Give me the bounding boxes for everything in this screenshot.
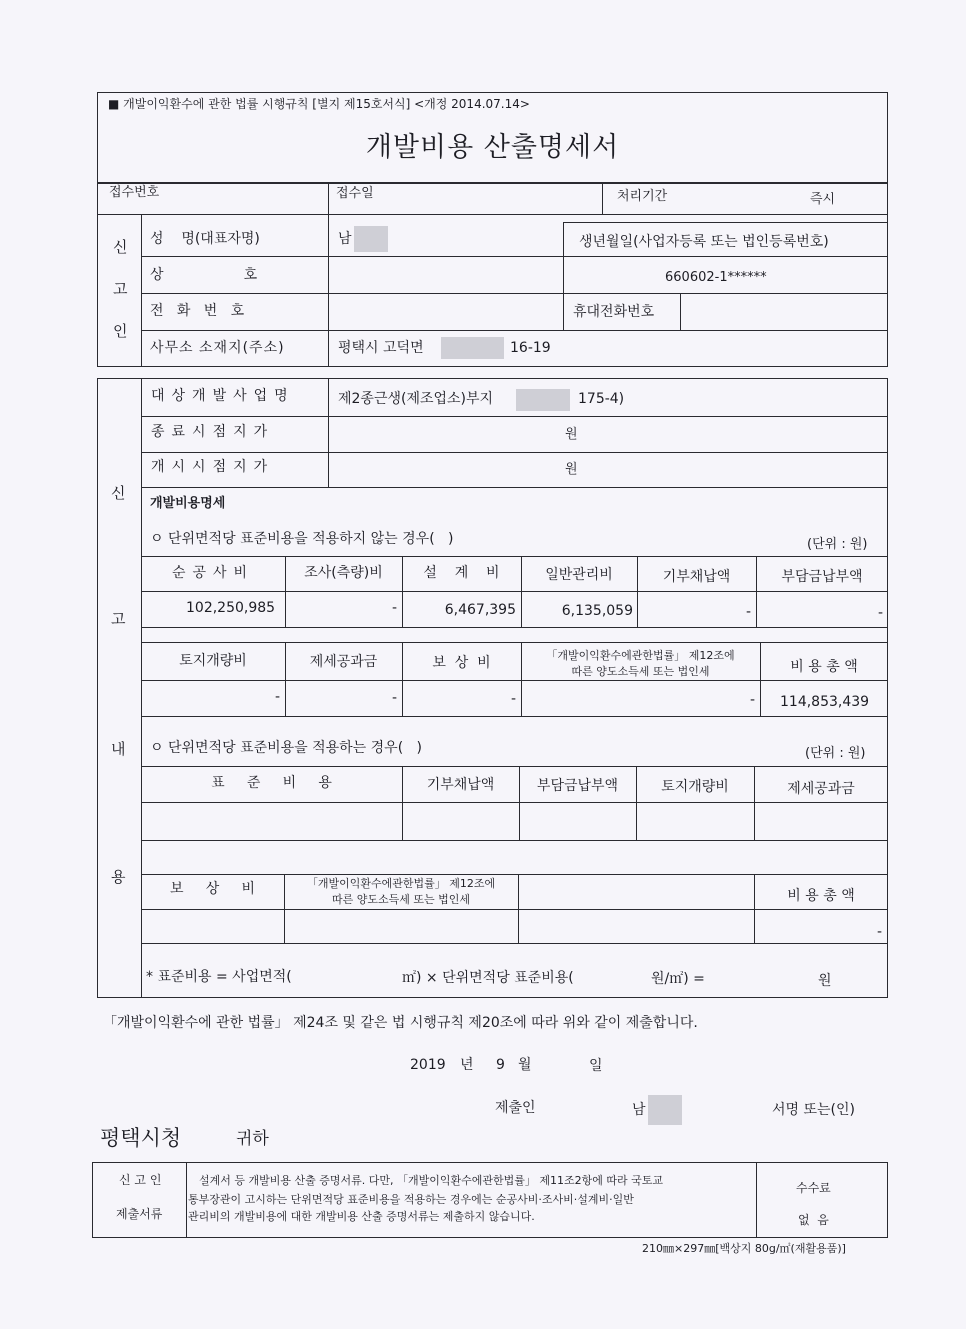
project-redaction — [516, 389, 570, 411]
t3-header-standard: 표 준 비 용 — [211, 775, 332, 791]
receipt-date-label: 접수일 — [336, 186, 374, 201]
recipient-suffix: 귀하 — [236, 1129, 269, 1149]
address-city: 평택시 고덕면 — [338, 340, 424, 356]
recipient-name: 평택시청 — [100, 1126, 182, 1150]
submission-statement: 「개발이익환수에 관한 법률」 제24조 및 같은 법 시행규칙 제20조에 따라 위와 같이 제출합니다. — [103, 1015, 698, 1031]
receipt-row — [97, 182, 888, 215]
t4-header-total: 비 용 총 액 — [787, 888, 855, 904]
t2-value-tax: - — [391, 690, 397, 706]
declarant-section-label-3: 인 — [113, 322, 128, 340]
t4-header-transfer-tax-2: 따른 양도소득세 또는 법인세 — [331, 893, 470, 906]
t2-value-total: 114,853,439 — [780, 694, 870, 710]
page-title: 개발비용 산출명세서 — [365, 132, 620, 163]
form-reference: ■ 개발이익환수에 관한 법률 시행규칙 [별지 제15호서식] <개정 2014.07.14> — [108, 97, 530, 111]
t2-header-compensation: 보 상 비 — [432, 655, 491, 671]
formula-part-c: 원/㎡) = — [651, 971, 705, 987]
address-label: 사무소 소재지(주소) — [150, 340, 285, 356]
cost-detail-title: 개발비용명세 — [150, 496, 226, 511]
t2-header-tax: 제세공과금 — [309, 654, 378, 670]
report-section-label-4: 용 — [111, 868, 126, 886]
report-section-label-1: 신 — [111, 484, 126, 502]
t2-header-transfer-tax-1: 「개발이익환수에관한법률」 제12조에 — [546, 649, 735, 662]
t1-value-admin: 6,135,059 — [561, 603, 633, 619]
t1-value-levy: - — [877, 605, 883, 621]
docs-label-2: 제출서류 — [116, 1207, 163, 1221]
t2-value-compensation: - — [510, 691, 516, 707]
t1-header-construction: 순공사비 — [171, 565, 255, 581]
project-name-value: 제2종근생(제조업소)부지 — [338, 391, 494, 407]
report-section-label-3: 내 — [111, 740, 126, 758]
end-price-label: 종료시점지가 — [151, 424, 275, 440]
birth-label: 생년월일(사업자등록 또는 법인등록번호) — [579, 234, 829, 250]
end-price-unit: 원 — [565, 427, 578, 442]
company-label: 상 호 — [150, 267, 258, 283]
fee-value: 없 음 — [798, 1213, 829, 1227]
t1-header-survey: 조사(측량)비 — [304, 565, 383, 581]
address-number: 16-19 — [510, 340, 551, 356]
formula-part-a: * 표준비용 = 사업면적( — [146, 969, 292, 985]
docs-text-1: 설계서 등 개발비용 산출 증명서류. 다만, 「개발이익환수에관한법률」 제11조2항에 따라 국토교 — [199, 1174, 663, 1187]
start-price-label: 개시시점지가 — [151, 459, 275, 475]
t1-value-construction: 102,250,985 — [186, 600, 276, 616]
docs-text-2: 통부장관이 고시하는 단위면적당 표준비용을 적용하는 경우에는 순공사비·조사비·설계비·일반 — [188, 1193, 634, 1206]
name-redaction — [354, 226, 388, 252]
project-number: 175-4) — [578, 391, 625, 407]
name-value: 남 — [338, 231, 352, 247]
project-name-label: 대상개발사업명 — [151, 388, 295, 404]
submission-day-unit: 일 — [589, 1058, 603, 1074]
submitter-name: 남 — [632, 1102, 646, 1118]
formula-part-d: 원 — [818, 973, 832, 989]
submitter-label: 제출인 — [495, 1100, 536, 1116]
unit-note-1: (단위 : 원) — [807, 537, 868, 552]
formula-part-b: ㎡) × 단위면적당 표준비용( — [402, 970, 574, 986]
docs-label-1: 신 고 인 — [119, 1173, 162, 1187]
t1-value-donation: - — [745, 604, 751, 620]
t1-header-design: 설 계 비 — [423, 565, 500, 581]
processing-period-value: 즉시 — [810, 192, 836, 207]
t2-value-transfer-tax: - — [749, 692, 755, 708]
t2-value-land: - — [274, 689, 280, 705]
t3-header-land: 토지개량비 — [661, 779, 729, 795]
submission-month: 9 — [496, 1057, 505, 1073]
t2-header-transfer-tax-2: 따른 양도소득세 또는 법인세 — [571, 665, 710, 678]
t3-header-levy: 부담금납부액 — [536, 778, 619, 794]
t1-value-survey: - — [391, 600, 397, 616]
t4-value-total: - — [876, 924, 882, 940]
t4-header-compensation: 보 상 비 — [169, 881, 256, 897]
t1-header-donation: 기부채납액 — [662, 569, 731, 585]
fee-label: 수수료 — [796, 1181, 831, 1195]
phone-label: 전 화 번 호 — [150, 303, 245, 319]
unit-note-2: (단위 : 원) — [805, 746, 866, 761]
t2-header-land: 토지개량비 — [179, 653, 247, 669]
case1-title: ㅇ 단위면적당 표준비용을 적용하지 않는 경우( ) — [150, 531, 454, 547]
case2-title: ㅇ 단위면적당 표준비용을 적용하는 경우( ) — [150, 740, 422, 756]
submitter-redaction — [648, 1095, 682, 1125]
name-label: 성 명(대표자명) — [150, 231, 260, 247]
submission-year-unit: 년 — [460, 1057, 474, 1073]
declarant-section-label-2: 고 — [113, 280, 128, 298]
submission-month-unit: 월 — [518, 1057, 532, 1073]
t3-header-donation: 기부채납액 — [426, 777, 495, 793]
birth-value: 660602-1****** — [665, 270, 767, 285]
t4-header-transfer-tax-1: 「개발이익환수에관한법률」 제12조에 — [306, 877, 496, 890]
t1-header-levy: 부담금납부액 — [781, 569, 863, 585]
t1-header-admin: 일반관리비 — [545, 567, 613, 583]
t3-header-tax: 제세공과금 — [787, 781, 855, 797]
start-price-unit: 원 — [565, 462, 578, 477]
t2-header-total: 비 용 총 액 — [790, 659, 858, 675]
report-section-label-2: 고 — [111, 610, 126, 628]
declarant-section-label-1: 신 — [113, 238, 128, 256]
processing-period-label: 처리기간 — [617, 189, 668, 204]
signature-label: 서명 또는(인) — [772, 1102, 855, 1118]
address-redaction — [441, 337, 504, 359]
docs-text-3: 관리비의 개발비용에 대한 개발비용 산출 증명서류는 제출하지 않습니다. — [188, 1210, 535, 1223]
submission-year: 2019 — [410, 1057, 446, 1073]
receipt-no-label: 접수번호 — [109, 185, 160, 200]
mobile-label: 휴대전화번호 — [573, 304, 655, 320]
paper-size-note: 210㎜×297㎜[백상지 80g/㎡(재활용품)] — [642, 1242, 846, 1255]
t1-value-design: 6,467,395 — [444, 602, 516, 618]
